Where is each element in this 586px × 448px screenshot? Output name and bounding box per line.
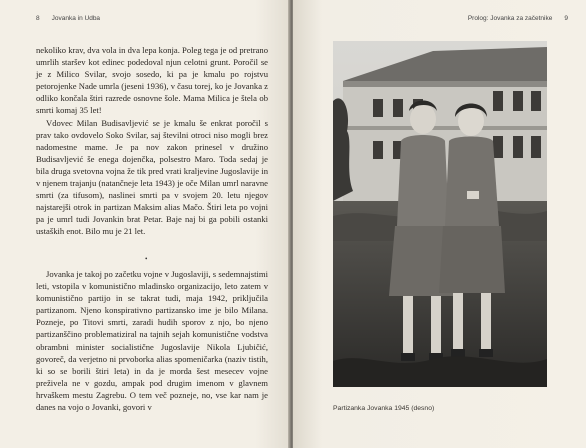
paragraph-1: nekoliko krav, dva vola in dva lepa konja. Poleg tega je od pretrano umrlih staršev kot edinec podedoval njun celotni grunt. Poročil se je z Milico Svilar, svojo sosedo, ki pa je kmalu po rojstvu petorojenke Nade umrla (jeseni 1936), v času torej, ko je Jovanka z odliko končala štiri razrede osnovne šole. Mama Milica je štela ob smrti komaj 35 let! [36,45,268,116]
running-head-right [468,15,568,22]
photo-caption: Partizanka Jovanka 1945 (desno) [333,405,435,412]
text-block-1 [36,44,268,238]
historical-photo [333,41,547,387]
text-block-2 [36,268,268,413]
running-head-right-title: Prolog: Jovanka za začetnike [467,15,553,22]
running-head-left-title: Jovanka in Udba [51,15,101,22]
paragraph-2: Vdovec Milan Budisavljević se je kmalu še enkrat poročil s prav tako ovdovelo Soko Svilar, saj številni otroci niso mogli brez nadomestne mame. Je pa nov zakon prinesel v družino Budisavljević še enega dojenčka, polsestro Maro. Toda sedaj je bila druga svetovna vojna že tik pred vrati kraljevine Jugoslavije in v njenem trajanju (natančneje leta 1943) je oče Milan umrl naravne smrti (za tifusom), naslinei smrti pa v svojem 20. letu njegov najstarejši otrok in partizan Maksim alias Mačo. Štiri leta po vojni pa je umrl tudi Jovankin brat Petar. Baje naj bi ga pobili ostanki ustaških enot. Bilo mu je 21 let. [36,117,268,237]
page-number-right: 9 [564,15,568,22]
page-number-left: 8 [36,15,40,22]
section-separator: • [145,255,148,263]
left-page [0,0,290,448]
running-head-left [36,15,100,22]
right-page [293,0,586,448]
paragraph-3: Jovanka je takoj po začetku vojne v Jugoslaviji, s sedemnajstimi leti, vstopila v komunistično mladinsko organizacijo, leto zatem v komunistično partijo in se takrat tudi, maja 1942, priključila partizanom. Njeno konspirativno partizansko ime je bilo Milana. Pozneje, po Titovi smrti, zaradi hudih sporov z njo, bo njeno partizanščino problematiziral na tajnih sejah komunistične vodstva obrambni minister socialistične Jugoslavije Nikola Ljubičić, govoreč, da verjetno ni prvoborka alias spomeničarka (naziv tistih, ki so se borili štiri leta) in da je morda šest mesecev vojne preživela ne v gozdu, ampak pod drugim imenom v glavnem hrvaškem mestu Zagrebu. O tem več pozneje, no, vse kar nam je danes na vojo o Jovanki, govori v [36,269,268,413]
